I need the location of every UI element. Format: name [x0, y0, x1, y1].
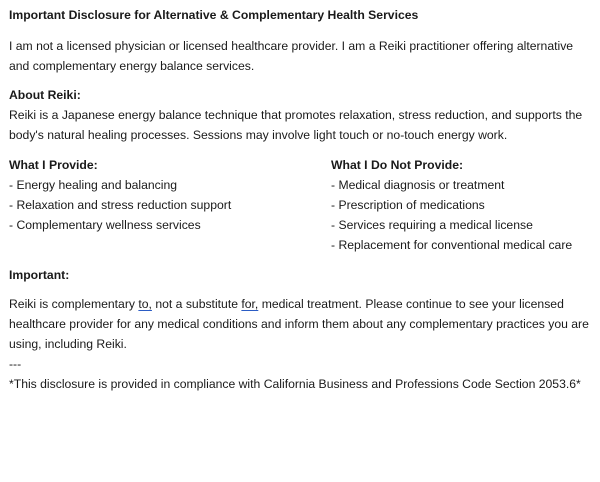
important-text-part: Reiki is complementary [9, 297, 139, 311]
about-reiki-text: Reiki is a Japanese energy balance technique that promotes relaxation, stress reduction, and supports the body's natural healing processes. Sessions may involve light touch or no-touch energy work. [9, 108, 583, 142]
provide-heading: What I Provide: [9, 158, 98, 172]
list-item: - Medical diagnosis or treatment [331, 178, 505, 192]
important-text-part: medical treatment. Please continue to see your licensed healthcare provider for any medical conditions and inform them about any complementary practices you are using, including Reiki. [9, 297, 589, 351]
not-provide-column [331, 155, 589, 255]
list-item: - Energy healing and balancing [9, 178, 178, 192]
not-provide-list [331, 175, 589, 255]
about-reiki-heading: About Reiki: [9, 88, 81, 102]
provide-list [9, 175, 331, 235]
document-title: Important Disclosure for Alternative & Complementary Health Services [9, 8, 419, 22]
list-item: - Complementary wellness services [9, 218, 201, 232]
important-text-part: not a substitute [151, 297, 242, 311]
list-item: - Relaxation and stress reduction support [9, 198, 232, 212]
list-item: - Services requiring a medical license [331, 218, 533, 232]
compliance-note: *This disclosure is provided in compliance with California Business and Professions Code Section 2053.6* [9, 377, 581, 391]
provide-column [9, 155, 331, 255]
not-provide-heading: What I Do Not Provide: [331, 158, 464, 172]
services-columns [9, 155, 592, 255]
list-item: - Replacement for conventional medical care [331, 238, 573, 252]
list-item: - Prescription of medications [331, 198, 485, 212]
intro-paragraph: I am not a licensed physician or licensed healthcare provider. I am a Reiki practitioner offering alternative and complementary energy balance services. [9, 39, 574, 73]
important-heading: Important: [9, 268, 70, 282]
separator: --- [9, 357, 22, 371]
important-text [9, 294, 592, 354]
underlined-word-for: for, [241, 297, 259, 311]
underlined-word-to: to, [138, 297, 152, 311]
